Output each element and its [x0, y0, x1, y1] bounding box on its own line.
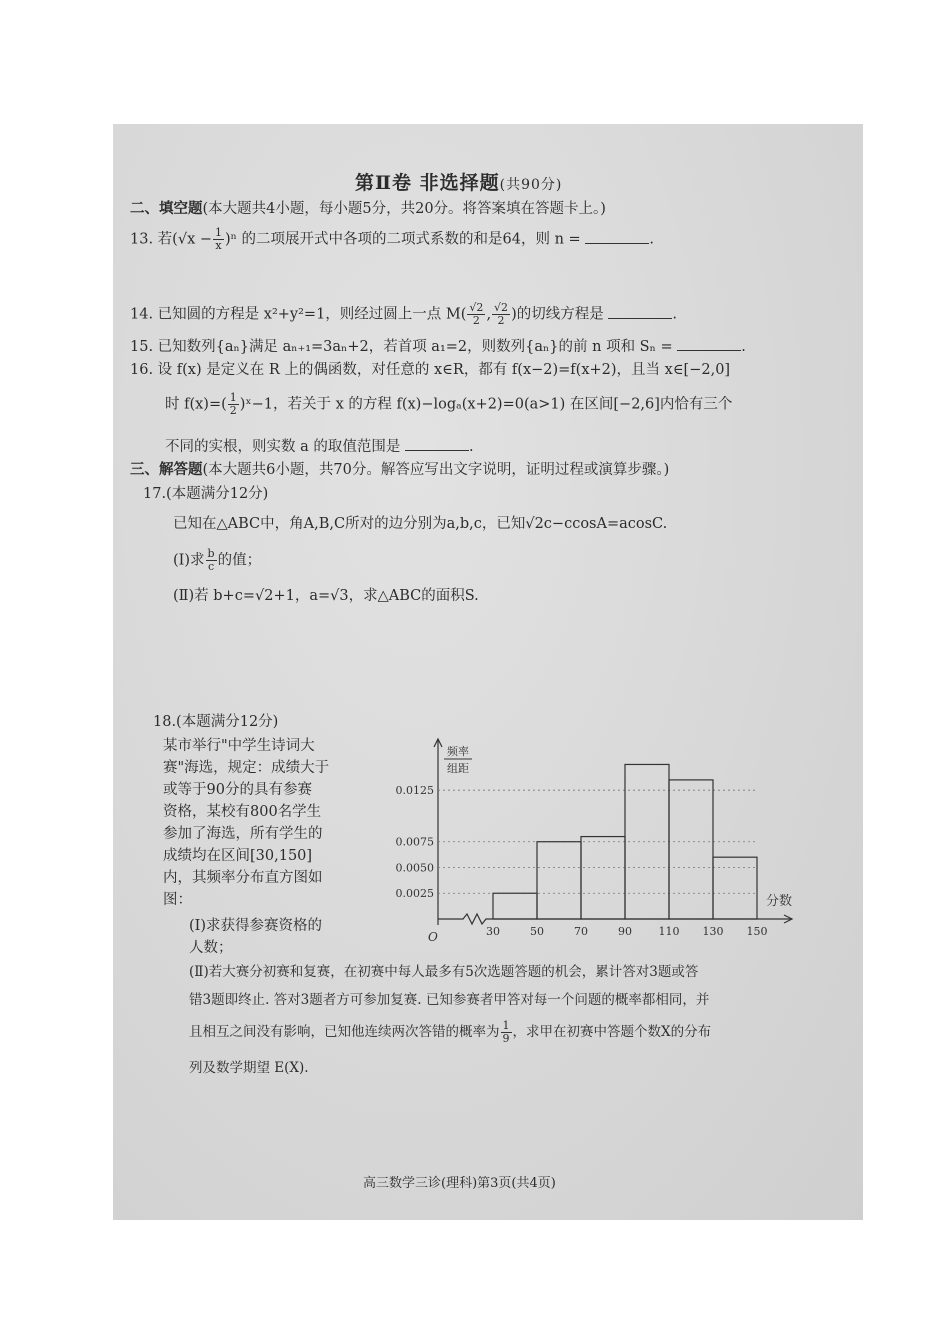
exam-page: [113, 124, 863, 1220]
section-2-heading: 二、填空题: [130, 200, 203, 217]
q14-text-b: )的切线方程是: [511, 306, 604, 323]
q17-p1-text-a: (Ⅰ)求: [173, 552, 205, 569]
q17-frac-numerator: b: [207, 547, 215, 560]
q14-frac1-numerator: √2: [469, 301, 484, 314]
q18-frac-numerator: 1: [502, 1019, 510, 1032]
q13-text-a: 13. 若(√x −: [130, 231, 213, 248]
section-3-note: (本大题共6小题，共70分。解答应写出文字说明，证明过程或演算步骤。): [202, 462, 670, 478]
q18-p2-text-c: ，求甲在初赛中答题个数X的分布: [512, 1024, 712, 1040]
q13-end: .: [649, 231, 654, 248]
q16-text-a: 时 f(x)=(: [165, 396, 227, 413]
origin-label: O: [428, 930, 438, 944]
q16-text-c: 不同的实根，则实数 a 的取值范围是: [165, 439, 401, 455]
q18-line: 图：: [163, 892, 192, 908]
x-axis-label: 分数: [765, 894, 793, 909]
q16-frac-numerator: 1: [229, 391, 237, 404]
section-2-note: (本大题共4小题，每小题5分，共20分。将答案填在答题卡上。): [202, 201, 606, 217]
x-tick-label: 130: [702, 925, 724, 938]
question-16-line-2: [165, 392, 732, 417]
question-18-header: 18.(本题满分12分): [153, 714, 279, 730]
y-label-bottom: 组距: [447, 762, 469, 775]
q18-line: 赛"海选，规定：成绩大于: [163, 760, 330, 776]
question-18-part-2-line-3: [189, 1020, 711, 1045]
x-tick-label: 90: [618, 925, 632, 938]
q15-text: 15. 已知数列{aₙ}满足 aₙ₊₁=3aₙ+2，若首项 a₁=2，则数列{aₙ}的前 n 项和 Sₙ =: [130, 339, 673, 355]
histogram-bar: [537, 842, 581, 919]
question-16-line-1: 16. 设 f(x) 是定义在 R 上的偶函数，对任意的 x∈R，都有 f(x−2)=f(x+2)，且当 x∈[−2,0]: [130, 362, 731, 378]
question-17-header: 17.(本题满分12分): [143, 486, 269, 502]
q15-answer-blank: [677, 336, 741, 351]
q16-end: .: [468, 439, 474, 455]
q18-frac-denominator: 9: [502, 1032, 510, 1045]
x-tick-label: 50: [530, 925, 544, 938]
question-18-part-2-line-1: (Ⅱ)若大赛分初赛和复赛，在初赛中每人最多有5次选题答题的机会，累计答对3题或答: [189, 964, 699, 980]
q17-fraction: [206, 548, 217, 573]
histogram-bar: [581, 837, 625, 919]
question-17-part-1: [173, 548, 261, 573]
q18-line: 内，其频率分布直方图如: [163, 870, 323, 886]
y-label-top: 频率: [447, 745, 469, 758]
histogram-bar: [493, 893, 537, 919]
y-tick-label: 0.0025: [395, 887, 434, 901]
q13-answer-blank: [585, 229, 649, 244]
q17-frac-denominator: c: [207, 560, 215, 573]
q13-fraction: [213, 227, 224, 252]
question-14: 14. 已知圆的方程是 x²+y²=1，则经过圆上一点 M( $\frac{√2}{2}$ , $\frac{√2}{2}$ )的切线方程是 .: [130, 301, 677, 327]
q18-line: 或等于90分的具有参赛: [163, 782, 312, 798]
title-score: (共90分): [499, 177, 563, 193]
q16-fraction: [228, 392, 239, 417]
section-3-heading: 三、解答题: [130, 461, 203, 478]
q14-fraction-2: [492, 302, 510, 327]
q18-line: 参加了海选，所有学生的: [163, 826, 323, 842]
q14-frac2-numerator: √2: [494, 301, 509, 314]
q14-answer-blank: [608, 304, 672, 319]
q16-text-b: )ˣ−1，若关于 x 的方程 f(x)−logₐ(x+2)=0(a>1) 在区间[−2,6]内恰有三个: [239, 396, 733, 413]
section-3-header: [130, 460, 669, 480]
section-2-header: [130, 199, 606, 219]
question-17-part-2: (Ⅱ)若 b+c=√2+1，a=√3，求△ABC的面积S.: [173, 588, 479, 604]
page-footer: 高三数学三诊(理科)第3页(共4页): [363, 1176, 556, 1191]
q14-frac2-denominator: 2: [497, 314, 505, 327]
x-tick-label: 30: [486, 925, 500, 938]
x-tick-label: 70: [574, 925, 588, 938]
q18-line: (Ⅰ)求获得参赛资格的: [189, 918, 323, 934]
histogram-bar: [713, 857, 757, 919]
q14-text-a: 14. 已知圆的方程是 x²+y²=1，则经过圆上一点 M(: [130, 306, 467, 323]
q16-answer-blank: [405, 436, 469, 451]
x-tick-label: 110: [658, 925, 680, 938]
y-tick-label: 0.0050: [395, 861, 434, 875]
question-18-part-2-line-4: 列及数学期望 E(X).: [189, 1060, 309, 1076]
q18-line: 某市举行"中学生诗词大: [163, 738, 315, 754]
x-tick-label: 150: [746, 925, 768, 938]
y-tick-label: 0.0075: [395, 835, 434, 849]
q16-frac-denominator: 2: [229, 404, 237, 417]
q18-line: 人数；: [189, 940, 233, 956]
q14-frac1-denominator: 2: [472, 314, 480, 327]
question-15: [130, 336, 746, 357]
y-tick-label: 0.0125: [395, 784, 434, 798]
question-13: [130, 227, 654, 252]
q14-end: .: [672, 306, 677, 323]
q15-end: .: [741, 339, 746, 355]
q17-p1-text-b: 的值；: [217, 552, 262, 569]
q18-line: 资格，某校有800名学生: [163, 804, 322, 820]
q18-fraction: [501, 1020, 512, 1045]
q18-line: 成绩均在区间[30,150]: [163, 848, 313, 864]
frequency-histogram: [383, 719, 833, 949]
question-18-part-2-line-2: 错3题即终止. 答对3题者方可参加复赛. 已知参赛者甲答对每一个问题的概率都相同，并: [189, 992, 710, 1008]
q18-p2-text-b: 且相互之间没有影响，已知他连续两次答错的概率为: [189, 1024, 500, 1040]
q13-text-b: )ⁿ 的二项展开式中各项的二项式系数的和是64，则 n =: [225, 231, 581, 248]
histogram-bar: [625, 764, 669, 919]
q14-fraction-1: [467, 302, 485, 327]
page-title: [355, 173, 562, 195]
histogram-bar: [669, 780, 713, 919]
title-main: 第Ⅱ卷 非选择题: [355, 172, 500, 194]
q13-frac-numerator: 1: [215, 226, 223, 239]
question-17-statement: 已知在△ABC中，角A,B,C所对的边分别为a,b,c，已知√2c−ccosA=acosC.: [173, 516, 668, 532]
question-16-line-3: [165, 436, 474, 457]
q13-frac-denominator: x: [215, 239, 222, 252]
